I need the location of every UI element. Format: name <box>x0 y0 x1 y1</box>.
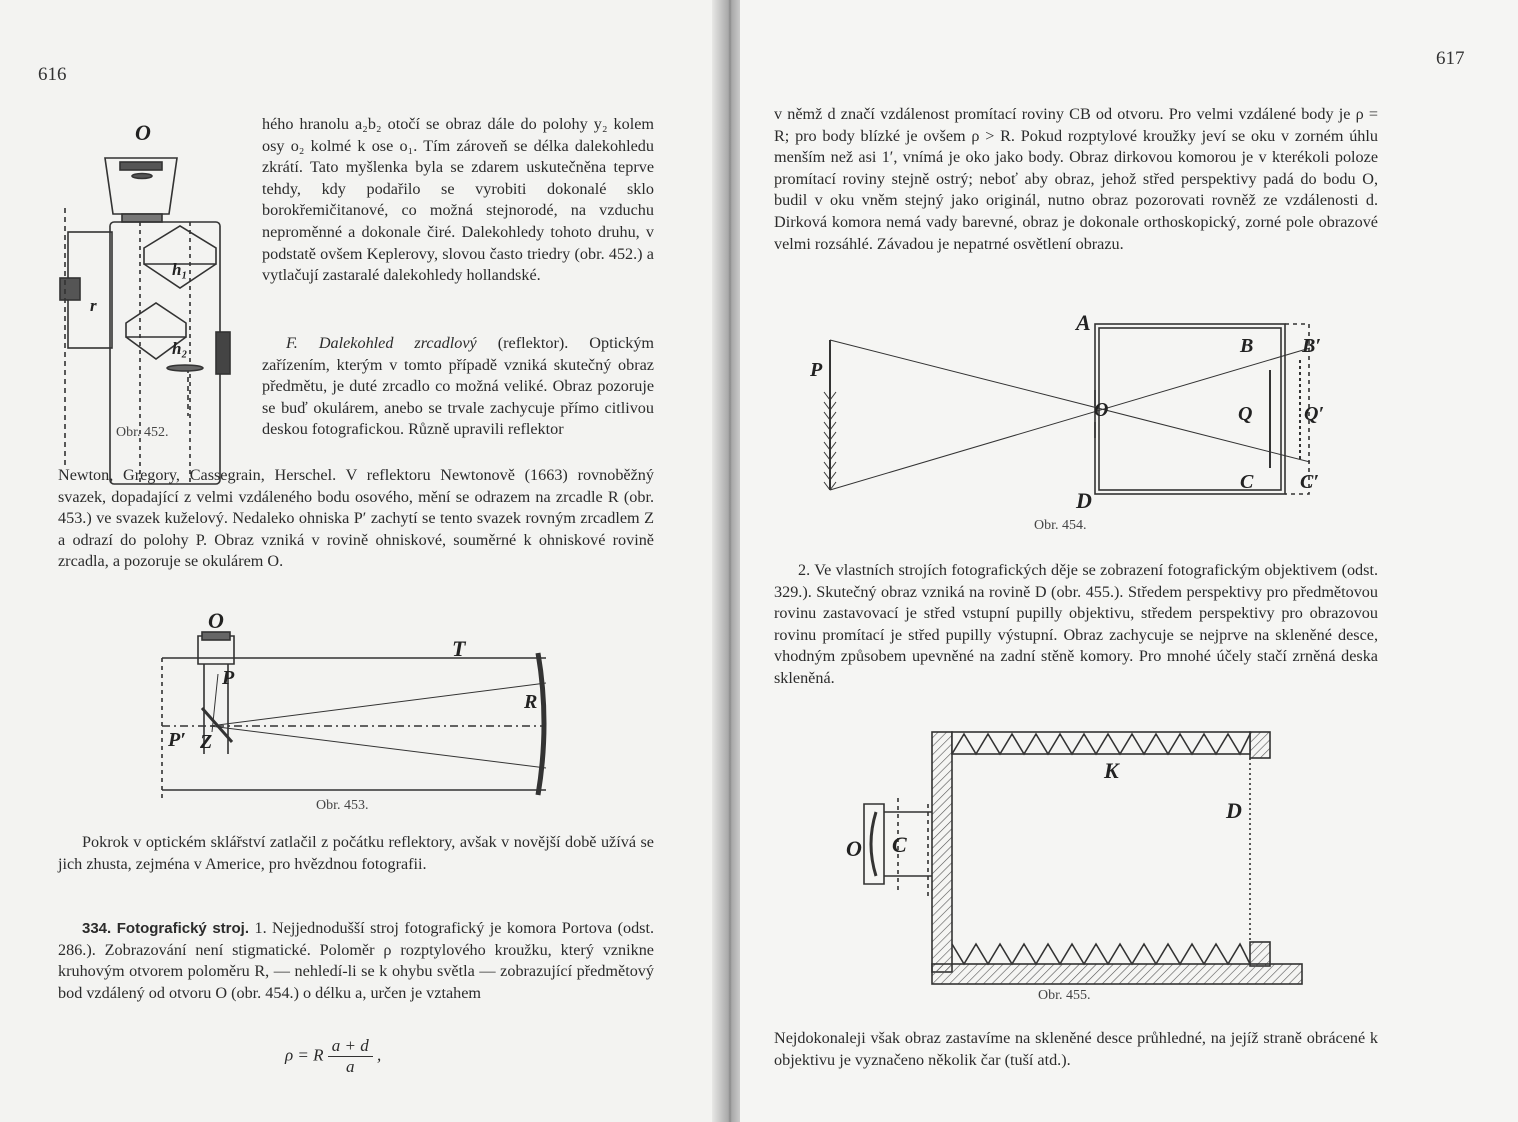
fig454-label-O: O <box>1094 399 1109 421</box>
fig455-caption: Obr. 455. <box>1038 988 1091 1003</box>
section-heading-334: 334. Fotografický stroj. <box>82 920 250 937</box>
left-para-1: hého hranolu a₂b₂ otočí se obraz dále do polohy y₂ kolem osy o₂ kolmé k ose o₁. Tím zároveň se délka dalekohledu zkrátí. Tato myšlenka byla se zdarem uskutečněna teprve tehdy, kdy podařilo se vyrobiti dokonalé sklo borokřemičitanové, co možná stejnorodé, na vzduchu neproměnné a dokonale čiré. Dalekohledy tohoto druhu, v podstatě ovšem Keplerovy, slovou často triedry (obr. 452.) a vytlačují zastaralé dalekohledy hollandské. <box>262 115 654 285</box>
fig453-caption: Obr. 453. <box>316 798 369 813</box>
equation-denominator: a <box>346 1057 355 1076</box>
fig453-label-O: O <box>208 608 224 633</box>
fig453-label-P-prime: P′ <box>168 729 186 751</box>
equation-tail: , <box>377 1045 382 1065</box>
fig455-label-D: D <box>1226 798 1242 823</box>
right-para-1: v němž d značí vzdálenost promítací roviny CB od otvoru. Pro velmi vzdálené body je ρ = R; pro body blízké je ovšem ρ > R. Pokud rozptylové kroužky jeví se oku v zorném úhlu menším než asi 1′, vnímá je oko jako body. Obraz dirkovou komorou je v kterékoli poloze promítací roviny stejně ostrý; neboť aby obraz, jehož střed perspektivy padá do bodu O, budil v oku vněm stejný jako originál, nutno obraz pozorovati rovněž ze vzdálenosti d. Dirková komora nemá vady barevné, obraz je dokonale orthoskopický, zorné pole obrazové velmi rozsáhlé. Závadou je nepatrné osvětlení obrazu. <box>774 105 1378 253</box>
fig453-label-T: T <box>452 636 466 661</box>
fig455-label-K: K <box>1104 758 1119 783</box>
fig452-label-r: r <box>90 296 97 315</box>
fig455-label-O: O <box>846 836 862 861</box>
right-para-2-text: 2. Ve vlastních strojích fotografických děje se zobrazení fotografickým objektivem (odst. 329.). Skutečný obraz vzniká na rovině D (obr. 455.). Středem perspektivy pro předmětovou rovinu zastavovací je střed vstupní pupilly objektivu, středem perspektivy pro obrazovou rovinu promítací je střed pupilly výstupní. Obraz zachycuje se nejprve na skleněné desce, vhodným způsobem upevněné na zadní stěně komory. Pro mnohé účely stačí zrněná deska skleněná. <box>774 561 1378 687</box>
equation-fraction <box>328 1036 373 1077</box>
right-para-2 <box>774 560 1378 690</box>
left-page <box>0 0 722 1122</box>
equation-lhs: ρ = R <box>285 1045 324 1065</box>
left-para-4-text: Pokrok v optickém sklářství zatlačil z počátku reflektory, avšak v novější době užívá se jich zhusta, zejména v Americe, pro hvězdnou fotografii. <box>58 833 654 873</box>
fig455-label-C: C <box>892 832 907 857</box>
fig454-label-P: P <box>810 359 823 381</box>
figure-453 <box>150 608 570 798</box>
left-para-5 <box>58 918 654 1004</box>
left-para-4 <box>58 832 654 875</box>
left-para-2 <box>262 333 654 441</box>
equation-rho <box>285 1036 381 1077</box>
fig452-label-h2: h₂ <box>172 339 188 358</box>
right-page <box>740 0 1518 1122</box>
right-para-3: Nejdokonaleji však obraz zastavíme na skleněné desce průhledné, na jejíž straně obrácené k objektivu je vyznačeno několik čar (tuší atd.). <box>774 1029 1378 1069</box>
fig452-label-O: O <box>135 120 151 145</box>
fig454-label-B-prime: B′ <box>1302 335 1321 357</box>
fig454-label-C: C <box>1240 471 1254 493</box>
page-number-left: 616 <box>38 64 67 85</box>
fig452-caption: Obr. 452. <box>116 425 169 440</box>
equation-numerator: a + d <box>328 1036 373 1057</box>
fig454-label-C-prime: C′ <box>1300 471 1319 493</box>
fig454-label-D: D <box>1076 488 1092 513</box>
reflector-heading: F. Dalekohled zrcadlový <box>286 334 477 352</box>
figure-454 <box>800 310 1325 520</box>
fig454-label-Q-prime: Q′ <box>1304 403 1325 425</box>
fig454-caption: Obr. 454. <box>1034 518 1087 533</box>
fig454-label-A: A <box>1076 310 1091 335</box>
reflector-heading-rest: (reflektor). <box>497 334 569 352</box>
fig454-label-Q: Q <box>1238 403 1253 425</box>
figure-455 <box>840 728 1310 990</box>
newton-reflector-drawing <box>150 608 570 798</box>
fig453-label-Z: Z <box>200 731 213 753</box>
left-para-5-text: 1. Nejjednodušší stroj fotografický je komora Portova (odst. 286.). Zobrazování není stigmatické. Poloměr ρ rozptylového kroužku, který vznikne kruhovým otvorem poloměru R, — nehledí-li se k ohybu světla — zobrazující předmětový bod vzdálený od otvoru O (obr. 454.) o délku a, určen je vztahem <box>58 919 655 1002</box>
binocular-prism-drawing <box>60 118 250 438</box>
fig453-label-P: P <box>222 667 235 689</box>
fig453-label-R: R <box>524 691 538 713</box>
fig454-label-B: B <box>1240 335 1254 357</box>
bellows-camera-drawing <box>840 728 1310 990</box>
page-number-right: 617 <box>1436 48 1465 69</box>
figure-452 <box>60 118 250 438</box>
pinhole-camera-drawing <box>800 310 1325 520</box>
reflector-text: Optickým zařízením, kterým v tomto případě vzniká skutečný obraz předmětu, je duté zrcadlo co možná veliké. Obraz pozoruje se buď okulárem, anebo se trvale zachycuje přímo citlivou deskou fotografickou. Různě upravili reflektor <box>262 334 655 439</box>
left-para-3: Newton, Gregory, Cassegrain, Herschel. V reflektoru Newtonově (1663) rovnoběžný svazek, dopadající z velmi vzdáleného bodu osového, mění se odrazem na zrcadle R (obr. 453.) ve svazek kuželový. Nedaleko ohniska P′ zachytí se tento svazek rovným zrcadlem Z a odrazí do polohy P. Obraz vzniká v rovině ohniskové, souměrné k ohniskové rovině zrcadla, a pozoruje se okulárem O. <box>58 466 654 571</box>
fig452-label-h1: h₁ <box>172 260 188 279</box>
